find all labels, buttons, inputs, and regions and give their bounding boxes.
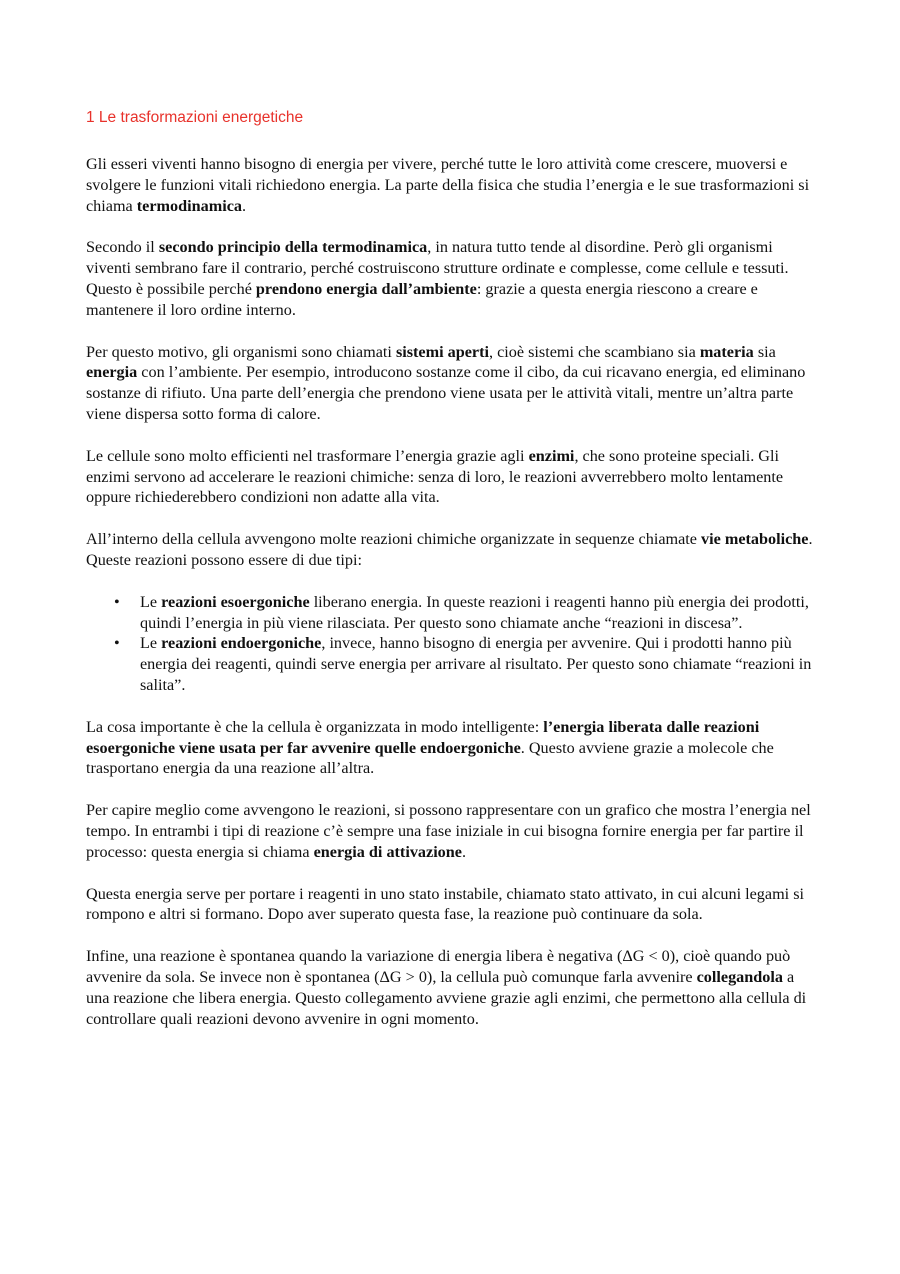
bold-term: prendono energia dall’ambiente [255,279,477,298]
text-run: , in natura tutto tende al disordine. Però gli organismi viventi sembrano fare il contrario, perché costruiscono strutture ordinate e complesse, come cellule e tessuti. Questo è possibile perché [86,238,789,298]
text-run: liberano energia. In queste reazioni i reagenti hanno più energia dei prodotti, quindi l’energia in più viene rilasciata. Per questo sono chiamate anche “reazioni in discesa”. [140,592,809,632]
text-run: All’interno della cellula avvengono molte reazioni chimiche organizzate in sequenze chiamate [86,530,702,549]
paragraph [86,946,816,1029]
list-item [86,592,816,634]
paragraph [86,529,816,571]
paragraph [86,154,816,216]
bold-term: reazioni esoergoniche [161,592,310,611]
text-run: . [242,196,247,215]
bold-term: enzimi [528,446,575,465]
paragraph [86,342,816,425]
paragraphs-before [86,154,816,571]
text-run: sia [753,342,776,361]
text-run: , invece, hanno bisogno di energia per avvenire. Qui i prodotti hanno più energia dei reagenti, quindi serve energia per arrivare al risultato. Per questo sono chiamate “reazioni in salita”. [140,634,812,694]
text-run: : grazie a questa energia riescono a creare e mantenere il loro ordine interno. [86,279,758,319]
bold-term: energia [86,363,138,382]
text-run: Gli esseri viventi hanno bisogno di energia per vivere, perché tutte le loro attività come crescere, muoversi e svolgere le funzioni vitali richiedono energia. La parte della fisica che studia l’energia e le sue trasformazioni si chiama [86,155,810,215]
text-run: Infine, una reazione è spontanea quando la variazione di energia libera è negativa (ΔG < 0), cioè quando può avvenire da sola. Se invece non è spontanea (ΔG > 0), la cellula può comunque farla avvenire [86,947,791,986]
section-heading: 1 Le trasformazioni energetiche [86,109,304,126]
paragraphs-after [86,717,816,1030]
bullet-icon: • [114,592,120,611]
bold-term: materia [699,342,754,361]
bullet-icon: • [114,634,120,653]
paragraph [86,884,816,926]
text-run: . [461,842,467,861]
bold-term: sistemi aperti [395,342,489,361]
bold-term: termodinamica [136,196,242,215]
bold-term: l’energia liberata dalle reazioni esoergoniche viene usata per far avvenire quelle endoergoniche [86,717,760,757]
text-run: a una reazione che libera energia. Questo collegamento avviene grazie agli enzimi, che permettono alla cellula di controllare quali reazioni devono avvenire in ogni momento. [86,967,807,1028]
bold-term: energia di attivazione [313,842,462,861]
bold-term: secondo principio della termodinamica [158,238,428,257]
bold-term: collegandola [696,967,783,986]
text-run: con l’ambiente. Per esempio, introducono sostanze come il cibo, da cui ricavano energia, ed eliminano sostanze di rifiuto. Una parte dell’energia che prendono viene usata per le attività vitali, mentre un’altra parte viene dispersa sotto forma di calore. [86,363,806,423]
paragraph [86,446,816,508]
text-run: Per capire meglio come avvengono le reazioni, si possono rappresentare con un grafico che mostra l’energia nel tempo. In entrambi i tipi di reazione c’è sempre una fase iniziale in cui bisogna fornire energia per far partire il processo: questa energia si chiama [86,801,811,861]
text-run: Le cellule sono molto efficienti nel trasformare l’energia grazie agli [86,446,529,465]
text-run: . Questo avviene grazie a molecole che trasportano energia da una reazione all’altra. [86,738,774,778]
text-run: , che sono proteine speciali. Gli enzimi servono ad accelerare le reazioni chimiche: senza di loro, le reazioni avverrebbero molto lentamente oppure richiederebbero condizioni non adatte alla vita. [86,446,784,507]
text-run: Questa energia serve per portare i reagenti in uno stato instabile, chiamato stato attivato, in cui alcuni legami si rompono e altri si formano. Dopo aver superato questa fase, la reazione può continuare da sola. [86,884,805,924]
paragraph [86,800,816,862]
paragraph [86,717,816,779]
text-run: , cioè sistemi che scambiano sia [489,342,700,361]
text-run: Le [140,592,162,611]
document-page [86,108,816,1050]
text-run: La cosa importante è che la cellula è organizzata in modo intelligente: [86,717,544,736]
text-run: . Queste reazioni possono essere di due tipi: [86,530,813,569]
text-run: Secondo il [86,238,159,257]
text-run: Per questo motivo, gli organismi sono chiamati [86,342,396,361]
bold-term: reazioni endoergoniche [161,634,322,653]
paragraph [86,237,816,320]
list-item [86,633,816,695]
reaction-types-list [86,592,816,696]
text-run: Le [140,634,162,653]
bold-term: vie metaboliche [701,530,809,549]
